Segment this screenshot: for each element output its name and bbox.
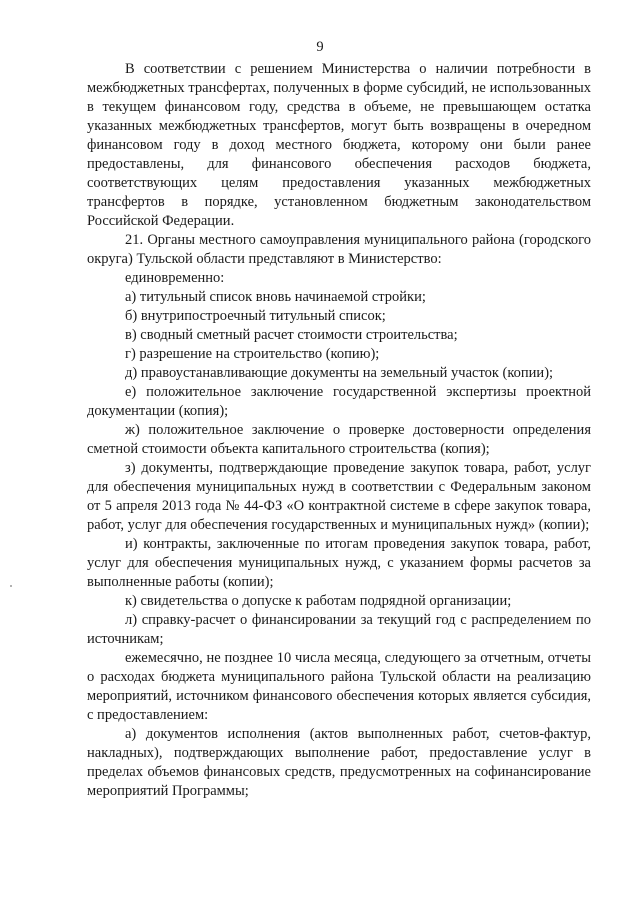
paragraph-item-21: 21. Органы местного самоуправления муниципального района (городского округа) Тульской области представляют в Министерство: [87,232,591,267]
list-item-a: а) титульный список вновь начинаемой стройки; [125,289,426,305]
paragraph-one-time: единовременно: [125,270,225,286]
list-item-g: г) разрешение на строительство (копию); [125,346,380,362]
list-item-v: в) сводный сметный расчет стоимости строительства; [125,327,458,343]
list-item-l: л) справку-расчет о финансировании за текущий год с распределением по источникам; [87,612,591,647]
list-item-b: б) внутрипостроечный титульный список; [125,308,386,324]
document-body [87,60,591,801]
list-item-i: и) контракты, заключенные по итогам проведения закупок товара, работ, услуг для обеспечения муниципальных нужд, с указанием формы расчетов за выполненные работы (копии); [87,536,591,590]
page-number: 9 [316,39,324,55]
list-item-z: з) документы, подтверждающие проведение закупок товара, работ, услуг для обеспечения муниципальных нужд в соответствии с Федеральным законом от 5 апреля 2013 года № 44-ФЗ «О контрактной системе в сфере закупок товара, работ, услуг для обеспечения государственных и муниципальных нужд» (копии); [87,460,591,533]
scan-mark [10,585,12,587]
list-item-a-monthly: а) документов исполнения (актов выполненных работ, счетов-фактур, накладных), подтверждающих выполнение работ, предоставление услуг в пределах объемов финансовых средств, предусмотренных на софинансирование мероприятий Программы; [87,726,591,799]
list-item-k: к) свидетельства о допуске к работам подрядной организации; [125,593,512,609]
paragraph-budget-return: В соответствии с решением Министерства о наличии потребности в межбюджетных трансфертах, полученных в форме субсидий, не использованных в текущем финансовом году, средства в объеме, не превышающем остатка указанных межбюджетных трансфертов, могут быть возвращены в очередном финансовом году в доход местного бюджета, которому они были ранее предоставлены, для финансового обеспечения расходов бюджета, соответствующих целям предоставления указанных межбюджетных трансфертов в порядке, установленном бюджетным законодательством Российской Федерации. [87,61,591,229]
list-item-d: д) правоустанавливающие документы на земельный участок (копии); [125,365,554,381]
list-item-zh: ж) положительное заключение о проверке достоверности определения сметной стоимости объекта капитального строительства (копия); [87,422,591,457]
list-item-e: е) положительное заключение государственной экспертизы проектной документации (копия); [87,384,591,419]
paragraph-monthly: ежемесячно, не позднее 10 числа месяца, следующего за отчетным, отчеты о расходах бюджета муниципального района Тульской области на реализацию мероприятий, источником финансового обеспечения которых является субсидия, с предоставлением: [87,650,591,723]
